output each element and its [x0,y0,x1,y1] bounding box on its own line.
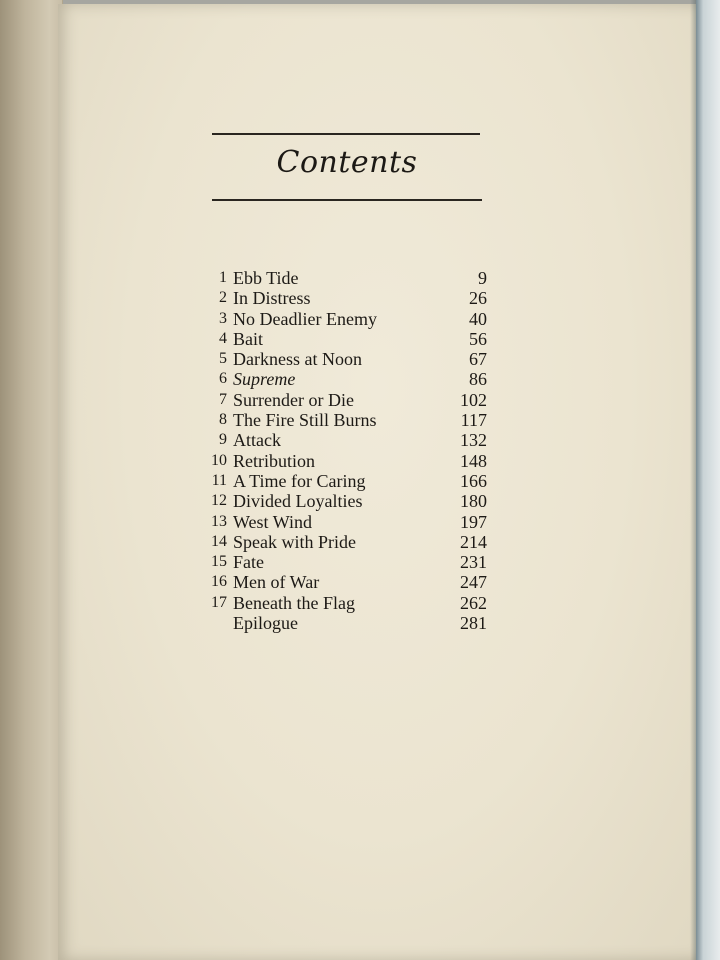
chapter-title: West Wind [233,511,312,532]
toc-entry [195,430,495,450]
page-number: 86 [469,369,487,390]
toc-entry [195,491,495,511]
chapter-number: 7 [219,390,227,408]
chapter-title: The Fire Still Burns [233,410,377,431]
chapter-number: 2 [219,289,227,307]
page-number: 102 [460,389,487,410]
page-number: 214 [460,531,487,552]
page-number: 9 [478,268,487,288]
chapter-title: Ebb Tide [233,268,299,288]
chapter-title: Bait [233,328,263,349]
chapter-number: 16 [211,573,227,591]
page-number: 166 [460,470,487,491]
chapter-number: 11 [211,471,227,489]
background-right [696,0,720,960]
chapter-number: 13 [211,512,227,530]
title-rule-top [212,133,480,135]
toc-entry [195,552,495,572]
chapter-number: 10 [211,451,227,469]
chapter-title: Darkness at Noon [233,349,362,370]
chapter-title: Epilogue [233,613,298,634]
toc-entry [195,410,495,430]
toc-entry [195,572,495,592]
toc-entry [195,613,495,633]
toc-entry [195,369,495,389]
toc-entry [195,309,495,329]
table-of-contents [195,268,495,633]
chapter-number: 1 [219,269,227,286]
title-rule-bottom [212,199,482,201]
chapter-title: Divided Loyalties [233,491,363,512]
toc-entry [195,451,495,471]
chapter-title: Speak with Pride [233,531,356,552]
toc-entry [195,512,495,532]
facing-page-edge [0,0,63,960]
contents-title: Contents [276,145,418,180]
chapter-number: 4 [219,329,227,347]
page-number: 26 [469,288,487,309]
toc-entry [195,593,495,613]
chapter-number: 3 [219,309,227,327]
chapter-number: 9 [219,431,227,449]
page-number: 117 [460,410,487,431]
chapter-title: Men of War [233,572,320,593]
page-number: 247 [460,572,487,593]
chapter-number: 15 [211,553,227,571]
page-number: 67 [469,349,487,370]
chapter-number: 6 [219,370,227,388]
page-number: 56 [469,328,487,349]
toc-entry [195,390,495,410]
page-number: 148 [460,450,487,471]
chapter-title: Surrender or Die [233,389,354,410]
toc-entry [195,471,495,491]
chapter-number: 12 [211,492,227,510]
chapter-number: 8 [219,411,227,429]
chapter-title: Supreme [233,369,296,390]
chapter-title: Retribution [233,450,315,471]
page-number: 281 [460,613,487,634]
toc-entry [195,268,495,288]
page-number: 40 [469,308,487,329]
chapter-title: Attack [233,430,281,451]
chapter-title: In Distress [233,288,311,309]
chapter-title: Fate [233,552,264,573]
toc-entry [195,288,495,308]
page-number: 231 [460,552,487,573]
toc-entry [195,532,495,552]
page-number: 180 [460,491,487,512]
page-number: 197 [460,511,487,532]
page-number: 132 [460,430,487,451]
chapter-number: 14 [211,532,227,550]
page-number: 262 [460,592,487,613]
chapter-number: 17 [211,593,227,611]
chapter-title: Beneath the Flag [233,592,355,613]
toc-entry [195,329,495,349]
toc-entry [195,349,495,369]
chapter-title: No Deadlier Enemy [233,308,377,329]
chapter-title: A Time for Caring [233,470,366,491]
chapter-number: 5 [219,350,227,368]
